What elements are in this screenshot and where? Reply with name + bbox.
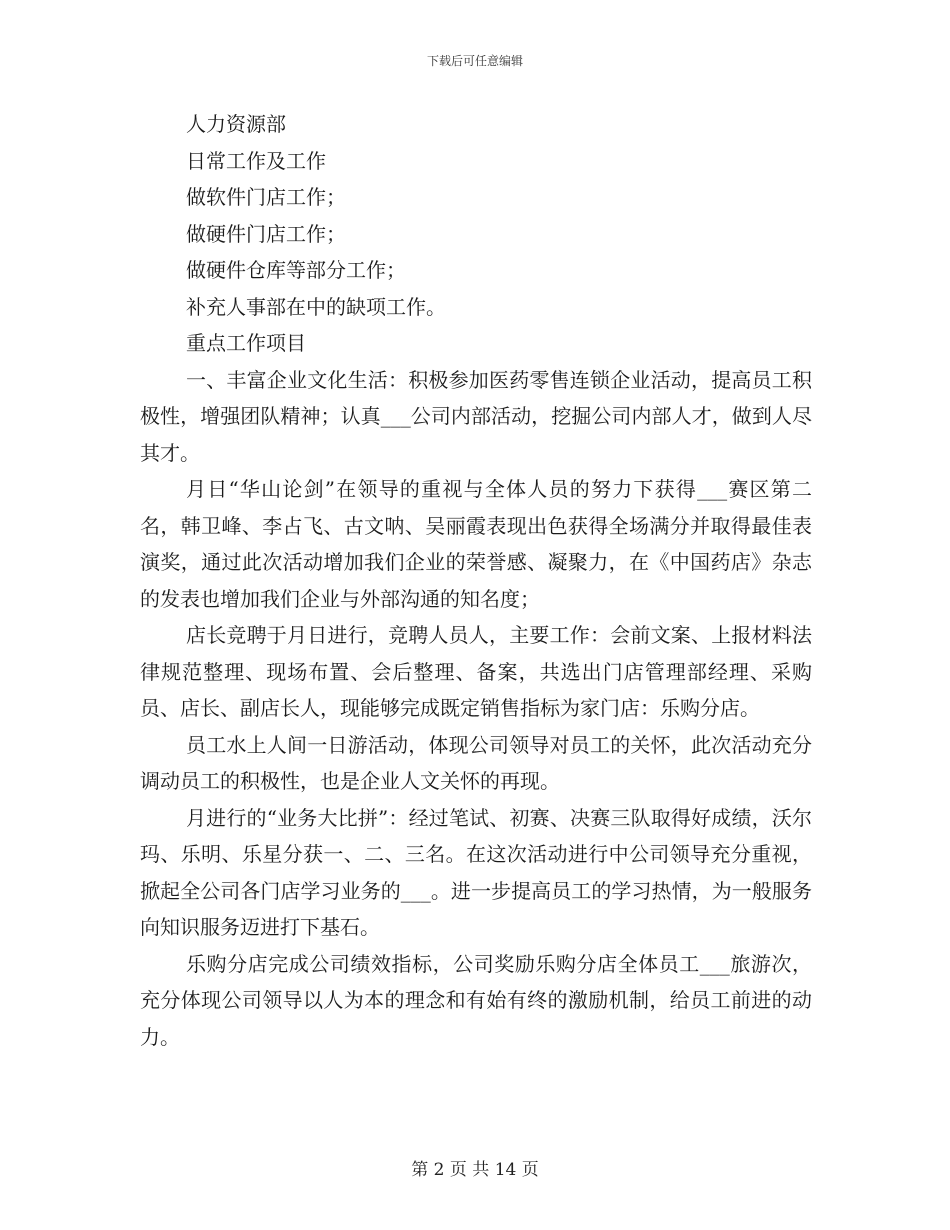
- section-title-hr: 人力资源部: [186, 112, 286, 136]
- paragraph-reward: 乐购分店完成公司绩效指标，公司奖励乐购分店全体员工___旅游次，充分体现公司领导以人为本的理念和有始有终的激励机制，给员工前进的动力。: [140, 951, 812, 1049]
- paragraph-culture: 一、丰富企业文化生活：积极参加医药零售连锁企业活动，提高员工积极性，增强团队精神；认真___公司内部活动，挖掘公司内部人才，做到人尽其才。: [140, 367, 812, 465]
- list-item: 补充人事部在中的缺项工作。: [186, 294, 446, 319]
- paragraph-store-manager: 店长竞聘于月日进行，竞聘人员人，主要工作：会前文案、上报材料法律规范整理、现场布置、会后整理、备案，共选出门店管理部经理、采购员、店长、副店长人，现能够完成既定销售指标为家门店：乐购分店。: [140, 623, 812, 720]
- list-item: 做软件门店工作；: [186, 185, 346, 209]
- section-title-key-projects: 重点工作项目: [186, 331, 306, 355]
- list-item: 做硬件仓库等部分工作；: [186, 258, 406, 282]
- document-body: [140, 106, 812, 1055]
- list-item: 日常工作及工作: [186, 148, 326, 173]
- list-item: 做硬件门店工作；: [186, 221, 346, 246]
- paragraph-huashan: 月日“华山论剑”在领导的重视与全体人员的努力下获得___赛区第二名，韩卫峰、李占飞、古文呐、吴丽霞表现出色获得全场满分并取得最佳表演奖，通过此次活动增加我们企业的荣誉感、凝聚力，在《中国药店》杂志的发表也增加我们企业与外部沟通的知名度；: [140, 477, 812, 611]
- page-number: 第 2 页 共 14 页: [411, 1160, 539, 1180]
- page-header: 下载后可任意编辑: [426, 54, 523, 68]
- paragraph-competition: 月进行的“业务大比拼”：经过笔试、初赛、决赛三队取得好成绩，沃尔玛、乐明、乐星分获一、二、三名。在这次活动进行中公司领导充分重视，掀起全公司各门店学习业务的___。进一步提高员工的学习热情，为一般服务向知识服务迈进打下基石。: [140, 805, 812, 939]
- paragraph-outing: 员工水上人间一日游活动，体现公司领导对员工的关怀，此次活动充分调动员工的积极性，也是企业人文关怀的再现。: [140, 732, 812, 793]
